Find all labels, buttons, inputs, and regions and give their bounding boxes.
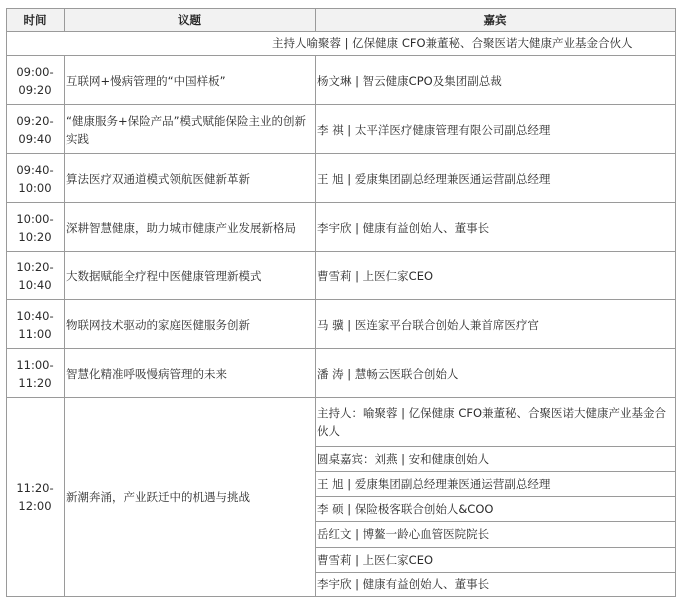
session-time-end: 09:20 bbox=[18, 82, 52, 97]
header-time: 时间 bbox=[6, 8, 64, 31]
session-guest: 王 旭 | 爱康集团副总经理兼医通运营副总经理 bbox=[317, 171, 551, 186]
session-time bbox=[6, 300, 64, 349]
session-guest: 李宇欣 | 健康有益创始人、董事长 bbox=[317, 220, 490, 235]
session-guest: 潘 涛 | 慧畅云医联合创始人 bbox=[317, 366, 459, 381]
grid-line bbox=[675, 8, 676, 597]
session-time-start: 09:40- bbox=[16, 162, 54, 177]
grid-line bbox=[64, 8, 65, 32]
session-guest: 李 祺 | 太平洋医疗健康管理有限公司副总经理 bbox=[317, 122, 551, 137]
grid-line bbox=[6, 251, 676, 252]
grid-line bbox=[6, 153, 676, 154]
session-time-end: 10:20 bbox=[18, 229, 52, 244]
session-topic: 互联网+慢病管理的“中国样板” bbox=[66, 73, 226, 88]
session-time bbox=[6, 56, 64, 105]
session-time bbox=[6, 203, 64, 252]
panel-time-start: 11:20- bbox=[16, 481, 54, 495]
header-topic: 议题 bbox=[64, 8, 315, 31]
session-time bbox=[6, 252, 64, 300]
grid-line bbox=[64, 55, 65, 597]
panel-time bbox=[6, 398, 64, 596]
session-time-end: 09:40 bbox=[18, 131, 52, 146]
grid-line bbox=[6, 397, 676, 398]
grid-line bbox=[315, 572, 676, 573]
session-topic: 深耕智慧健康，助力城市健康产业发展新格局 bbox=[66, 220, 296, 235]
session-time-start: 10:40- bbox=[16, 308, 54, 323]
panel-guest: 曹雪莉 | 上医仁家CEO bbox=[317, 552, 434, 567]
host-row: 主持人喻聚蓉 | 亿保健康 CFO兼董秘、合聚医诺大健康产业基金合伙人 bbox=[272, 36, 633, 50]
grid-line bbox=[315, 8, 316, 32]
grid-line bbox=[6, 348, 676, 349]
grid-line bbox=[6, 31, 676, 32]
grid-line bbox=[315, 446, 676, 447]
panel-guest: 主持人：喻聚蓉 | 亿保健康 CFO兼董秘、合聚医诺大健康产业基金合伙人 bbox=[317, 406, 667, 438]
session-time-start: 09:00- bbox=[16, 64, 54, 79]
session-time bbox=[6, 154, 64, 203]
grid-line bbox=[6, 202, 676, 203]
session-time-start: 11:00- bbox=[16, 357, 54, 372]
session-topic: 智慧化精准呼吸慢病管理的未来 bbox=[66, 366, 227, 381]
session-topic: 大数据赋能全疗程中医健康管理新模式 bbox=[66, 269, 262, 283]
grid-line bbox=[315, 471, 676, 472]
panel-guest: 李宇欣 | 健康有益创始人、董事长 bbox=[317, 577, 490, 591]
panel-guest: 李 硕 | 保险极客联合创始人&COO bbox=[317, 501, 494, 516]
session-time-end: 10:00 bbox=[18, 180, 52, 195]
header-guest: 嘉宾 bbox=[315, 8, 675, 31]
grid-line bbox=[6, 8, 676, 9]
panel-guest: 圆桌嘉宾：刘燕 | 安和健康创始人 bbox=[317, 451, 490, 466]
session-guest: 杨文琳 | 智云健康CPO及集团副总裁 bbox=[317, 73, 502, 88]
grid-line bbox=[6, 596, 676, 597]
panel-topic: 新潮奔涌，产业跃迁中的机遇与挑战 bbox=[66, 490, 250, 504]
grid-line bbox=[6, 55, 676, 56]
panel-time-end: 12:00 bbox=[18, 499, 52, 513]
grid-line bbox=[315, 521, 676, 522]
session-time-end: 11:00 bbox=[18, 326, 52, 341]
grid-line bbox=[315, 55, 316, 597]
session-guest: 曹雪莉 | 上医仁家CEO bbox=[317, 269, 434, 283]
panel-guest: 岳红文 | 博鳌一龄心血管医院院长 bbox=[317, 527, 490, 541]
session-time-end: 11:20 bbox=[18, 375, 52, 390]
session-topic: 物联网技术驱动的家庭医健服务创新 bbox=[66, 317, 250, 332]
session-topic: 算法医疗双通道模式领航医健新革新 bbox=[66, 171, 250, 186]
session-time bbox=[6, 105, 64, 154]
session-topic: “健康服务+保险产品”模式赋能保险主业的创新实践 bbox=[66, 113, 307, 146]
grid-line bbox=[315, 547, 676, 548]
session-time-end: 10:40 bbox=[18, 278, 52, 292]
grid-line bbox=[6, 104, 676, 105]
session-time-start: 10:20- bbox=[16, 260, 54, 274]
grid-line bbox=[6, 299, 676, 300]
panel-guest: 王 旭 | 爱康集团副总经理兼医通运营副总经理 bbox=[317, 476, 551, 491]
session-time-start: 10:00- bbox=[16, 211, 54, 226]
session-time bbox=[6, 349, 64, 398]
grid-line bbox=[6, 8, 7, 597]
session-guest: 马 骥 | 医连家平台联合创始人兼首席医疗官 bbox=[317, 317, 539, 332]
session-time-start: 09:20- bbox=[16, 113, 54, 128]
grid-line bbox=[315, 496, 676, 497]
